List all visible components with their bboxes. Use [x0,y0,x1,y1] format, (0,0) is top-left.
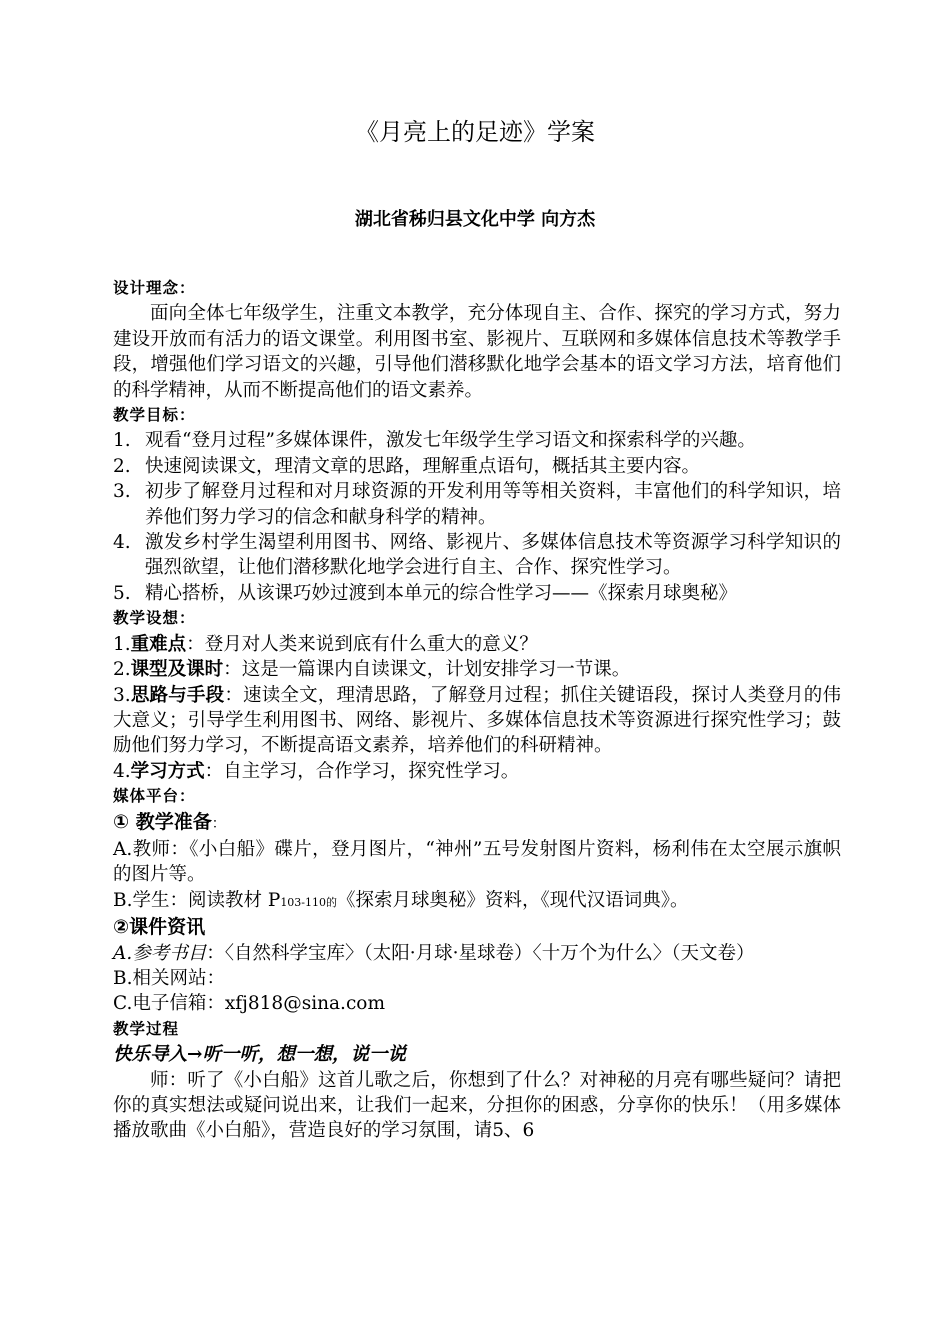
reference-books-text: ：〈自然科学宝库〉（太阳·月球·星球卷）〈十万个为什么〉（天文卷） [206,942,755,964]
prep-student [113,888,841,915]
setup-label: 重难点 [130,633,187,655]
document-author: 湖北省秭归县文化中学 向方杰 [354,209,596,230]
section-heading-setup: 教学设想： [113,609,196,628]
related-sites: B.相关网站： [113,967,225,989]
goal-text: 激发乡村学生渴望利用图书、网络、影视片、多媒体信息技术等资源学习科学知识的强烈欲望，让他们潜移默化地学会进行自主、合作、探究性学习。 [145,532,841,579]
reference-books-label: A.参考书目 [113,942,207,964]
goal-text: 初步了解登月过程和对月球资源的开发利用等等相关资料，丰富他们的科学知识，培养他们努力学习的信念和献身科学的精神。 [145,481,841,528]
email-line: C.电子信箱：xfj818@sina.com [113,993,385,1015]
document-title: 《月亮上的足迹》学案 [355,118,595,146]
setup-label: 学习方式 [130,760,205,782]
goals-list [113,428,841,606]
goal-number: 4. [113,532,131,554]
goal-item [113,581,841,606]
setup-colon: ： [186,633,205,655]
courseware-heading: ②课件资讯 [113,916,206,939]
prep-heading-colon: ： [211,815,226,832]
process-subheading: 快乐导入→听一听，想一想，说一说 [113,1044,407,1066]
goal-number: 2. [113,455,131,477]
prep-heading-text: ① 教学准备 [113,810,212,833]
goal-item [113,479,841,530]
setup-label: 课型及课时 [130,659,224,681]
setup-number: 2. [113,659,131,681]
setup-item [113,657,841,682]
section-heading-goals: 教学目标： [113,406,196,425]
goal-item [113,428,841,453]
setup-item [113,632,841,657]
setup-number: 3. [113,684,131,706]
setup-colon: ： [204,760,224,782]
goal-text: 精心搭桥，从该课巧妙过渡到本单元的综合性学习——《探索月球奥秘》 [145,582,738,604]
goal-number: 5. [113,582,131,604]
setup-colon: ： [224,684,244,706]
goal-text: 观看“登月过程”多媒体课件，激发七年级学生学习语文和探索科学的兴趣。 [145,430,756,452]
setup-text: 自主学习，合作学习，探究性学习。 [223,760,520,782]
design-paragraph: 面向全体七年级学生，注重文本教学，充分体现自主、合作、探究的学习方式，努力建设开放而有活力的语文课堂。利用图书室、影视片、互联网和多媒体信息技术等教学手段，增强他们学习语文的兴趣，引导他们潜移默化地学会基本的语文学习方法，培育他们的科学精神，从而不断提高他们的语文素养。 [113,303,841,401]
setup-item [113,759,841,784]
setup-text: 登月对人类来说到底有什么重大的意义？ [204,633,538,655]
setup-text: 速读全文，理清思路，了解登月过程；抓住关键语段，探讨人类登月的伟大意义；引导学生利用图书、网络、影视片、多媒体信息技术等资源进行探究性学习；鼓励他们努力学习，不断提高语文素养，培养他们的科研精神。 [113,684,841,757]
goal-text: 快速阅读课文，理清文章的思路，理解重点语句，概括其主要内容。 [145,455,701,477]
setup-item [113,683,841,759]
setup-label: 思路与手段 [130,684,225,706]
document-body [113,276,841,1144]
setup-colon: ： [223,659,242,681]
goal-number: 1. [113,430,131,452]
prep-student-text-2: 《探索月球奥秘》资料，《现代汉语词典》。 [337,889,689,911]
prep-heading [113,810,841,837]
section-heading-media: 媒体平台： [113,787,196,806]
reference-books [113,941,841,966]
section-heading-process: 教学过程 [113,1019,180,1038]
prep-teacher: A.教师：《小白船》碟片，登月图片，“神州”五号发射图片资料，杨利伟在太空展示旗帜的图片等。 [113,838,841,886]
setup-number: 1. [113,633,131,655]
goal-item [113,454,841,479]
section-heading-design: 设计理念： [113,279,196,297]
setup-text: 这是一篇课内自读课文，计划安排学习一节课。 [241,659,631,681]
process-paragraph: 师：听了《小白船》这首儿歌之后，你想到了什么？对神秘的月亮有哪些疑问？请把你的真实想法或疑问说出来，让我们一起来，分担你的困惑，分享你的快乐！（用多媒体播放歌曲《小白船》，营造良好的学习氛围，请5、6 [113,1069,841,1142]
prep-student-pages: 103-110的 [280,895,338,909]
goal-item [113,530,841,581]
prep-student-text: B.学生：阅读教材 P [113,889,281,911]
goal-number: 3. [113,481,131,503]
setup-number: 4. [113,760,131,782]
